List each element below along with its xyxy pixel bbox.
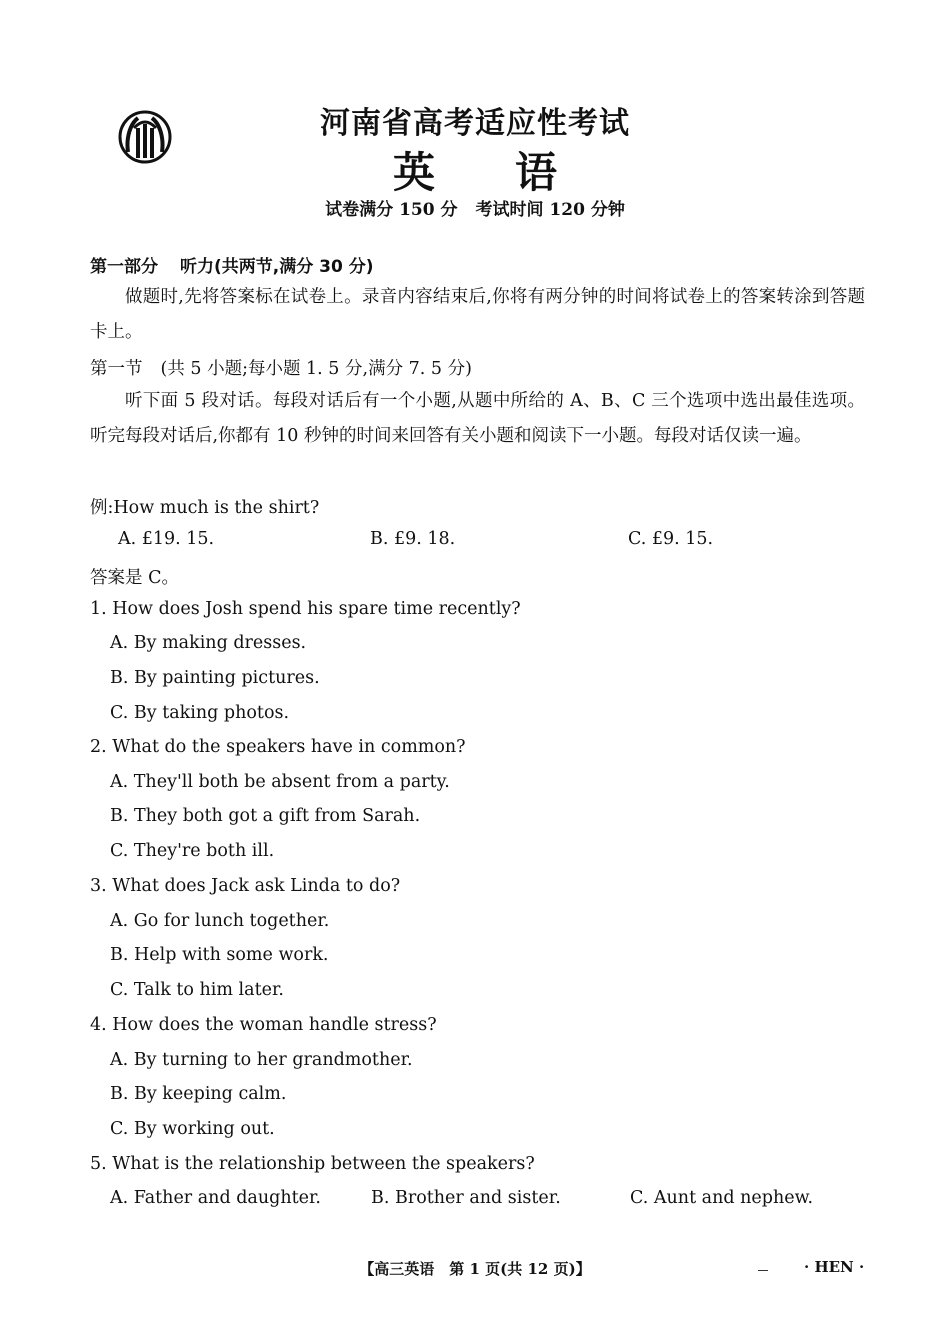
question-3-option-b: B. Help with some work. [110,945,329,965]
question-4-stem: 4. How does the woman handle stress? [90,1015,437,1035]
part1-heading: 第一部分 听力(共两节,满分 30 分) [90,257,374,277]
question-3-stem: 3. What does Jack ask Linda to do? [90,876,401,896]
question-1-option-a: A. By making dresses. [110,633,307,653]
example-question: 例:How much is the shirt? [90,498,320,518]
question-5-option-c: C. Aunt and nephew. [630,1188,814,1208]
question-3-option-a: A. Go for lunch together. [110,911,330,931]
total-score: 试卷满分 150 分 [325,200,458,220]
question-4-option-a: A. By turning to her grandmother. [110,1050,413,1070]
section1-heading: 第一节 (共 5 小题;每小题 1. 5 分,满分 7. 5 分) [90,359,472,379]
example-option-b: B. £9. 18. [370,529,456,549]
question-2-stem: 2. What do the speakers have in common? [90,737,466,757]
question-5-option-a: A. Father and daughter. [110,1188,321,1208]
section1-instructions: 听下面 5 段对话。每段对话后有一个小题,从题中所给的 A、B、C 三个选项中选出最佳选项。听完每段对话后,你都有 10 秒钟的时间来回答有关小题和阅读下一小题。每段对话仅读一遍。 [90,391,865,446]
question-1-option-c: C. By taking photos. [110,703,290,723]
question-2-option-b: B. They both got a gift from Sarah. [110,806,421,826]
question-4-option-c: C. By working out. [110,1119,275,1139]
question-3-option-c: C. Talk to him later. [110,980,284,1000]
example-answer: 答案是 C。 [90,568,179,588]
example-option-c: C. £9. 15. [628,529,714,549]
exam-info [0,195,950,220]
exam-code: · HEN · [804,1258,865,1276]
question-2-option-c: C. They're both ill. [110,841,275,861]
question-2-option-a: A. They'll both be absent from a party. [110,772,450,792]
question-4-option-b: B. By keeping calm. [110,1084,287,1104]
page-footer: 【高三英语 第 1 页(共 12 页)】 [359,1260,591,1278]
question-5-option-b: B. Brother and sister. [371,1188,561,1208]
exam-title: 河南省高考适应性考试 [320,106,630,141]
subject-title: 英 语 [392,148,558,197]
exam-duration: 考试时间 120 分钟 [475,200,625,220]
part1-intro: 做题时,先将答案标在试卷上。录音内容结束后,你将有两分钟的时间将试卷上的答案转涂到答题卡上。 [90,287,865,342]
question-1-stem: 1. How does Josh spend his spare time recently? [90,599,521,619]
question-5-stem: 5. What is the relationship between the speakers? [90,1154,535,1174]
footer-divider [758,1270,768,1271]
question-1-option-b: B. By painting pictures. [110,668,320,688]
example-option-a: A. £19. 15. [118,529,215,549]
